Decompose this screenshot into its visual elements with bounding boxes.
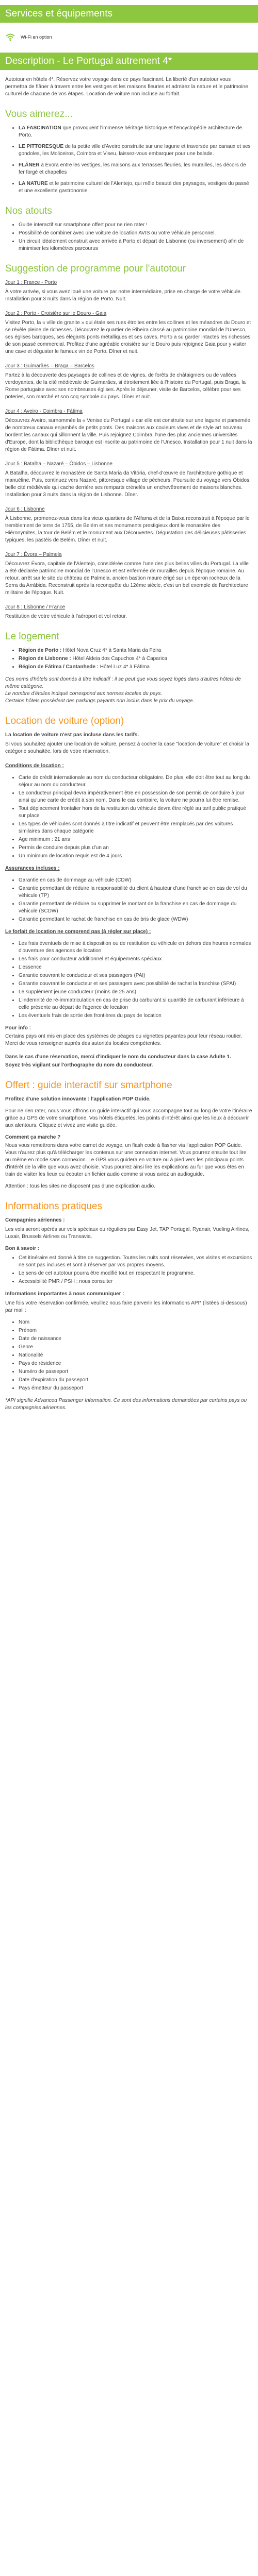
list-item: • Nom bbox=[19, 1319, 253, 1326]
list-item: • Région de Lisbonne : Hôtel Aldeia dos Capuchos 4* à Caparica bbox=[19, 655, 253, 663]
docs-list bbox=[5, 1319, 253, 1392]
day-label: Jour 5 : Batalha – Nazaré – Óbidos – Lisbonne bbox=[5, 461, 112, 467]
day-label: Jour 7 : Évora – Palmela bbox=[5, 552, 62, 557]
list-item: • Garantie permettant le rachat de franchise en cas de bris de glace (WDW) bbox=[19, 916, 253, 923]
logement-note: Le nombre d'étoiles indiqué correspond aux normes locales du pays. bbox=[5, 691, 163, 697]
list-item: • FLÂNER à Évora entre les vestiges, les maisons aux terrasses fleuries, les murailles, les décors de fer forgé et chapelles bbox=[19, 162, 253, 176]
location-intro-1: La location de voiture n'est pas incluse dans les tarifs. bbox=[5, 732, 139, 738]
list-item: • LE PITTORESQUE de la petite ville d'Aveiro construite sur une lagune et traversée par canaux et ses gondoles, les Moliceiros, Coimbra et Viseu, laissez-vous embarquer pour une balade. bbox=[19, 143, 253, 158]
day-label: Jour 6 : Lisbonne bbox=[5, 506, 45, 512]
list-item: • Les éventuels frais de sortie des frontières du pays de location bbox=[19, 1012, 253, 1020]
day-label: Jour 8 : Lisbonne / France bbox=[5, 604, 66, 610]
day-body: À Batalha, découvrez le monastère de Santa Maria da Vitória, chef-d'œuvre de l'architecture gothique et manuéline. Puis, continuez vers Nazaré, pittoresque village de pêcheurs. Poursuite du voyage vers Óbidos, belle cité médiévale qui cache derrière ses remparts crénelés un enchevêtrement de maisons blanches. Installation pour 3 nuits dans la région de Lisbonne. Dîner. bbox=[5, 470, 251, 498]
guide-p2: Nous vous remettrons dans votre carnet de voyage, un flash code à flasher via l'application POP Guide. Vous n'aurez plus qu'à télécharger les contenus sur une connexion internet. Vous pourrez ensuite tout lire ou même en mode sans connexion. Le GPS vous guidera en voiture ou à pied vers les principaux points d'intérêt de la ville que vous avez choisie. Vous pourrez ainsi lire les explications au fur que vous êtes en train de visiter les lieux ou écouter un fichier audio comme si vous aviez un audioguide. bbox=[5, 1143, 247, 1177]
day-body: Restitution de votre véhicule à l'aéroport et vol retour. bbox=[5, 614, 127, 619]
day-body: À votre arrivée, si vous avez loué une voiture par notre intermédiaire, prise en charge de votre véhicule. Installation pour 3 nuits dans la région de Porto. Nuit. bbox=[5, 289, 242, 302]
location-intro-2: Si vous souhaitez ajouter une location de voiture, pensez à cocher la case "location de voiture" et choisir la catégorie souhaitée, lors de votre réservation. bbox=[5, 741, 249, 754]
assurances-title: Assurances incluses : bbox=[5, 866, 60, 871]
location-note-1: Dans le cas d'une réservation, merci d'indiquer le nom du conducteur dans la case Adulte 1. bbox=[5, 1054, 231, 1060]
conditions-list bbox=[5, 774, 253, 860]
forfait-list bbox=[5, 940, 253, 1020]
list-item: • Possibilité de combiner avec une voiture de location AVIS ou votre véhicule personnel. bbox=[19, 230, 253, 237]
list-item: • Garantie permettant de réduire ou supprimer le montant de la franchise en cas de dommage du véhicule (SCDW) bbox=[19, 901, 253, 915]
list-item: • Guide interactif sur smartphone offert pour ne rien rater ! bbox=[19, 222, 253, 229]
list-item: • Les frais éventuels de mise à disposition ou de restitution du véhicule en dehors des heures normales d'ouverture des agences de location bbox=[19, 940, 253, 955]
list-item: • Garantie couvrant le conducteur et ses passagers avec possibilité de rachat la franchise (SPAI) bbox=[19, 980, 253, 988]
list-item: • LA NATURE et le patrimoine culturel de l'Alentejo, qui mêle beauté des paysages, vestiges du passé et une excellente gastronomie bbox=[19, 180, 253, 195]
pour-info-text: Certains pays ont mis en place des systèmes de péages ou vignettes payantes pour leur réseau routier. Merci de vous renseigner auprès des autorités locales compétentes. bbox=[5, 1033, 243, 1046]
logement-title: Le logement bbox=[5, 631, 59, 642]
programme-days bbox=[5, 279, 253, 620]
services-banner: Services et équipements bbox=[0, 5, 258, 23]
vous-aimerez-title: Vous aimerez... bbox=[5, 109, 73, 120]
list-item: • Le sens de cet autotour pourra être modifié tout en respectant le programme. bbox=[19, 1270, 253, 1277]
description-banner: Description - Le Portugal autrement 4* bbox=[0, 53, 258, 70]
page bbox=[0, 5, 258, 1412]
list-item: • Numéro de passeport bbox=[19, 1368, 253, 1376]
location-title: Location de voiture (option) bbox=[5, 716, 124, 726]
infos-title: Informations pratiques bbox=[5, 1201, 102, 1212]
list-item: • Les types de véhicules sont donnés à titre indicatif et peuvent être remplacés par des voitures similaires dans chaque catégorie bbox=[19, 821, 253, 835]
vous-aimerez-list bbox=[5, 125, 253, 195]
list-item: • Pays émetteur du passeport bbox=[19, 1385, 253, 1392]
list-item: • Accessibilité PMR / PSH : nous consulter bbox=[19, 1278, 253, 1285]
list-item: • Date de naissance bbox=[19, 1335, 253, 1343]
list-item: • Pays de résidence bbox=[19, 1360, 253, 1367]
day-body: Partez à la découverte des paysages de collines et de vignes, de forêts de châtaigniers ou de vallées verdoyantes, de la cité médiévale de Guimarães, si étroitement liée à l'histoire du Portugal, puis Braga, la Rome portugaise avec ses nombreuses églises. Après le déjeuner, visite de Barcelos, célèbre pour ses poteries, son marché et son coq symbole du pays. Dîner et nuit. bbox=[5, 372, 246, 400]
guide-title: Offert : guide interactif sur smartphone bbox=[5, 1080, 172, 1091]
list-item: • Cet itinéraire est donné à titre de suggestion. Toutes les nuits sont réservées, vos visites et excursions ne sont pas incluses et sont à réserver par vos propres moyens. bbox=[19, 1255, 253, 1269]
day-label: Jour 4 : Aveiro - Coimbra - Fátima bbox=[5, 409, 83, 414]
description-intro: Autotour en hôtels 4*. Réservez votre voyage dans ce pays fascinant. La liberté d'un autotour vous permettra de flâner à travers entre les vestiges et les maisons fleuries et admirez la nature et le patrimoine culturel de chacune de vos étapes. Location de voiture non incluse au forfait. bbox=[5, 77, 248, 97]
day-body: Découvrez Aveiro, surnommée la « Venise du Portugal » car elle est construite sur une lagune et parsemée de nombreux canaux enjambés de petits ponts. Des maisons aux couleurs vives et de style art nouveau bordent les canaux qui sillonnent la ville. Puis rejoignez Coimbra, l'une des plus anciennes universités d'Europe, dont la bibliothèque baroque est inscrite au patrimoine de l'Unesco. Installation pour 1 nuit dans la région de Fátima. Dîner et nuit. bbox=[5, 418, 252, 452]
programme-title: Suggestion de programme pour l'autotour bbox=[5, 263, 186, 274]
list-item: • L'indemnité de ré-immatriculation en cas de prise du carburant si quantité de carburant inférieure à celle présente au départ de l'agence de location bbox=[19, 997, 253, 1011]
nos-atouts-list bbox=[5, 222, 253, 252]
list-item: • Les frais pour conducteur additionnel et équipements spéciaux bbox=[19, 956, 253, 963]
assurances-list bbox=[5, 877, 253, 923]
logement-list bbox=[5, 647, 253, 671]
list-item: • Tout déplacement frontalier hors de la restitution du véhicule devra être réglé au tarif public pratiqué sur place bbox=[19, 805, 253, 820]
logement-note: Ces noms d'hôtels sont donnés à titre indicatif : il se peut que vous soyez logés dans d'autres hôtels de même catégorie. bbox=[5, 676, 241, 689]
docs-intro: Une fois votre réservation confirmée, veuillez nous faire parvenir les informations API* (listées ci-dessous) par mail : bbox=[5, 1300, 247, 1313]
list-item: • Genre bbox=[19, 1344, 253, 1351]
day-body: À Lisbonne, promenez-vous dans les vieux quartiers de l'Alfama et de la Baixa reconstruit à l'époque par le tremblement de terre de 1755, de Belém et ses monuments prestigieux dont le monastère des Hiéronymites, la tour de Belém et le monument aux Découvertes. Dégustation des délicieuses pâtisseries typiques, les pastéis de Belém. Dîner et nuit. bbox=[5, 516, 250, 543]
wifi-icon bbox=[5, 32, 15, 42]
list-item: • Un circuit idéalement construit avec arrivée à Porto et départ de Lisbonne (ou inversement) afin de minimiser les kilomètres parcourus bbox=[19, 238, 253, 252]
list-item: • LA FASCINATION que provoquent l'immense héritage historique et l'encyclopédie architecture de Porto. bbox=[19, 125, 253, 139]
list-item: • Garantie permettant de réduire la responsabilité du client à hauteur d'une franchise en cas de vol du véhicule (TP) bbox=[19, 885, 253, 900]
list-item: • Région de Porto : Hôtel Nova Cruz 4* à Santa Maria da Feira bbox=[19, 647, 253, 654]
conditions-title: Conditions de location : bbox=[5, 763, 64, 769]
location-note-2: Soyez très vigilant sur l'orthographe du nom du conducteur. bbox=[5, 1062, 153, 1068]
list-item: • Nationalité bbox=[19, 1352, 253, 1359]
compagnies-title: Compagnies aériennes : bbox=[5, 1217, 65, 1223]
list-item: • Le conducteur principal devra impérativement être en possession de son permis de conduire à jour ainsi qu'une carte de crédit à son nom. Dans le cas contraire, la voiture ne pourra lui être remise. bbox=[19, 790, 253, 804]
list-item: • Le supplément jeune conducteur (moins de 25 ans) bbox=[19, 989, 253, 996]
compagnies-text: Les vols seront opérés sur vols spéciaux ou réguliers par Easy Jet, TAP Portugal, Ryanair, Vueling Airlines, Luxair, Brussels Airlines ou Transavia. bbox=[5, 1227, 250, 1240]
docs-footnote: *API signifie Advanced Passenger Information. Ce sont des informations demandées par certains pays ou les compagnies aériennes. bbox=[5, 1398, 247, 1411]
wifi-label: Wi-Fi en option bbox=[21, 35, 52, 40]
logement-note: Certains hôtels possèdent des parkings payants non inclus dans le prix du voyage. bbox=[5, 698, 195, 704]
list-item: • Garantie couvrant le conducteur et ses passagers (PAI) bbox=[19, 972, 253, 979]
guide-how-title: Comment ça marche ? bbox=[5, 1134, 61, 1140]
bon-title: Bon à savoir : bbox=[5, 1246, 40, 1251]
list-item: • Age minimum : 21 ans bbox=[19, 836, 253, 843]
list-item: • Carte de crédit internationale au nom du conducteur obligatoire. De plus, elle doit être tout au long du séjour au nom du conducteur. bbox=[19, 774, 253, 789]
list-item: • Un minimum de location requis est de 4 jours bbox=[19, 853, 253, 860]
forfait-title: Le forfait de location ne comprend pas (à régler sur place) : bbox=[5, 929, 151, 935]
guide-subtitle: Profitez d'une solution innovante : l'application POP Guide. bbox=[5, 1096, 151, 1102]
wifi-service bbox=[0, 23, 258, 53]
pour-info-title: Pour info : bbox=[5, 1025, 31, 1031]
day-label: Jour 2 : Porto - Croisière sur le Douro - Gaia bbox=[5, 311, 107, 316]
list-item: • Garantie en cas de dommage au véhicule (CDW) bbox=[19, 877, 253, 884]
list-item: • Permis de conduire depuis plus d'un an bbox=[19, 844, 253, 852]
guide-p1: Pour ne rien rater, nous vous offrons un guide interactif qui vous accompagne tout au long de votre itinéraire grâce au GPS de votre smartphone. Vos hôtels étiquetés, les points d'intérêt ainsi que les lieux à découvrir aux alentours. Cliquez et vivez une visite guidée. bbox=[5, 1108, 252, 1128]
list-item: • L'essence bbox=[19, 964, 253, 971]
guide-p3: Attention : tous les sites ne disposent pas d'une explication audio. bbox=[5, 1183, 155, 1189]
day-label: Jour 3 : Guimarães – Braga – Barcelos bbox=[5, 363, 94, 369]
list-item: • Prénom bbox=[19, 1327, 253, 1334]
docs-title: Informations importantes à nous communiquer : bbox=[5, 1291, 124, 1297]
nos-atouts-title: Nos atouts bbox=[5, 206, 52, 216]
day-body: Visitez Porto, la « ville de granite » qui étale ses rues étroites entre les collines et les méandres du Douro et se révèle pleine de richesses. Découvrez le quartier de Ribeira classé au patrimoine mondial de l'Unesco, ses églises baroques, ses élégants ponts métalliques et ses caves. Porto a su garder intactes les richesses de son passé commercial. Profitez d'une agréable croisière sur le Douro puis rejoignez Gaia pour y visiter une cave et déguster le fameux vin de Porto. Dîner et nuit. bbox=[5, 320, 251, 354]
day-label: Jour 1 : France - Porto bbox=[5, 280, 57, 285]
bon-list bbox=[5, 1255, 253, 1285]
list-item: • Date d'expiration du passeport bbox=[19, 1377, 253, 1384]
list-item: • Région de Fátima / Cantanhede : Hôtel Luz 4* à Fátima bbox=[19, 664, 253, 671]
day-body: Découvrez Évora, capitale de l'Alentejo, considérée comme l'une des plus belles villes du Portugal. La ville a été déclarée patrimoine mondial de l'Unesco et est enfermée de murailles depuis l'époque romaine. Au retour, arrêt sur le site du château de Palmela, ancien bastion maure érigé sur un éperon rocheux de la Serra da Arrábida. Reconstruit après la reconquête du 12ème siècle, c'est un bel exemple de l'architecture militaire de l'époque. Nuit. bbox=[5, 561, 249, 596]
